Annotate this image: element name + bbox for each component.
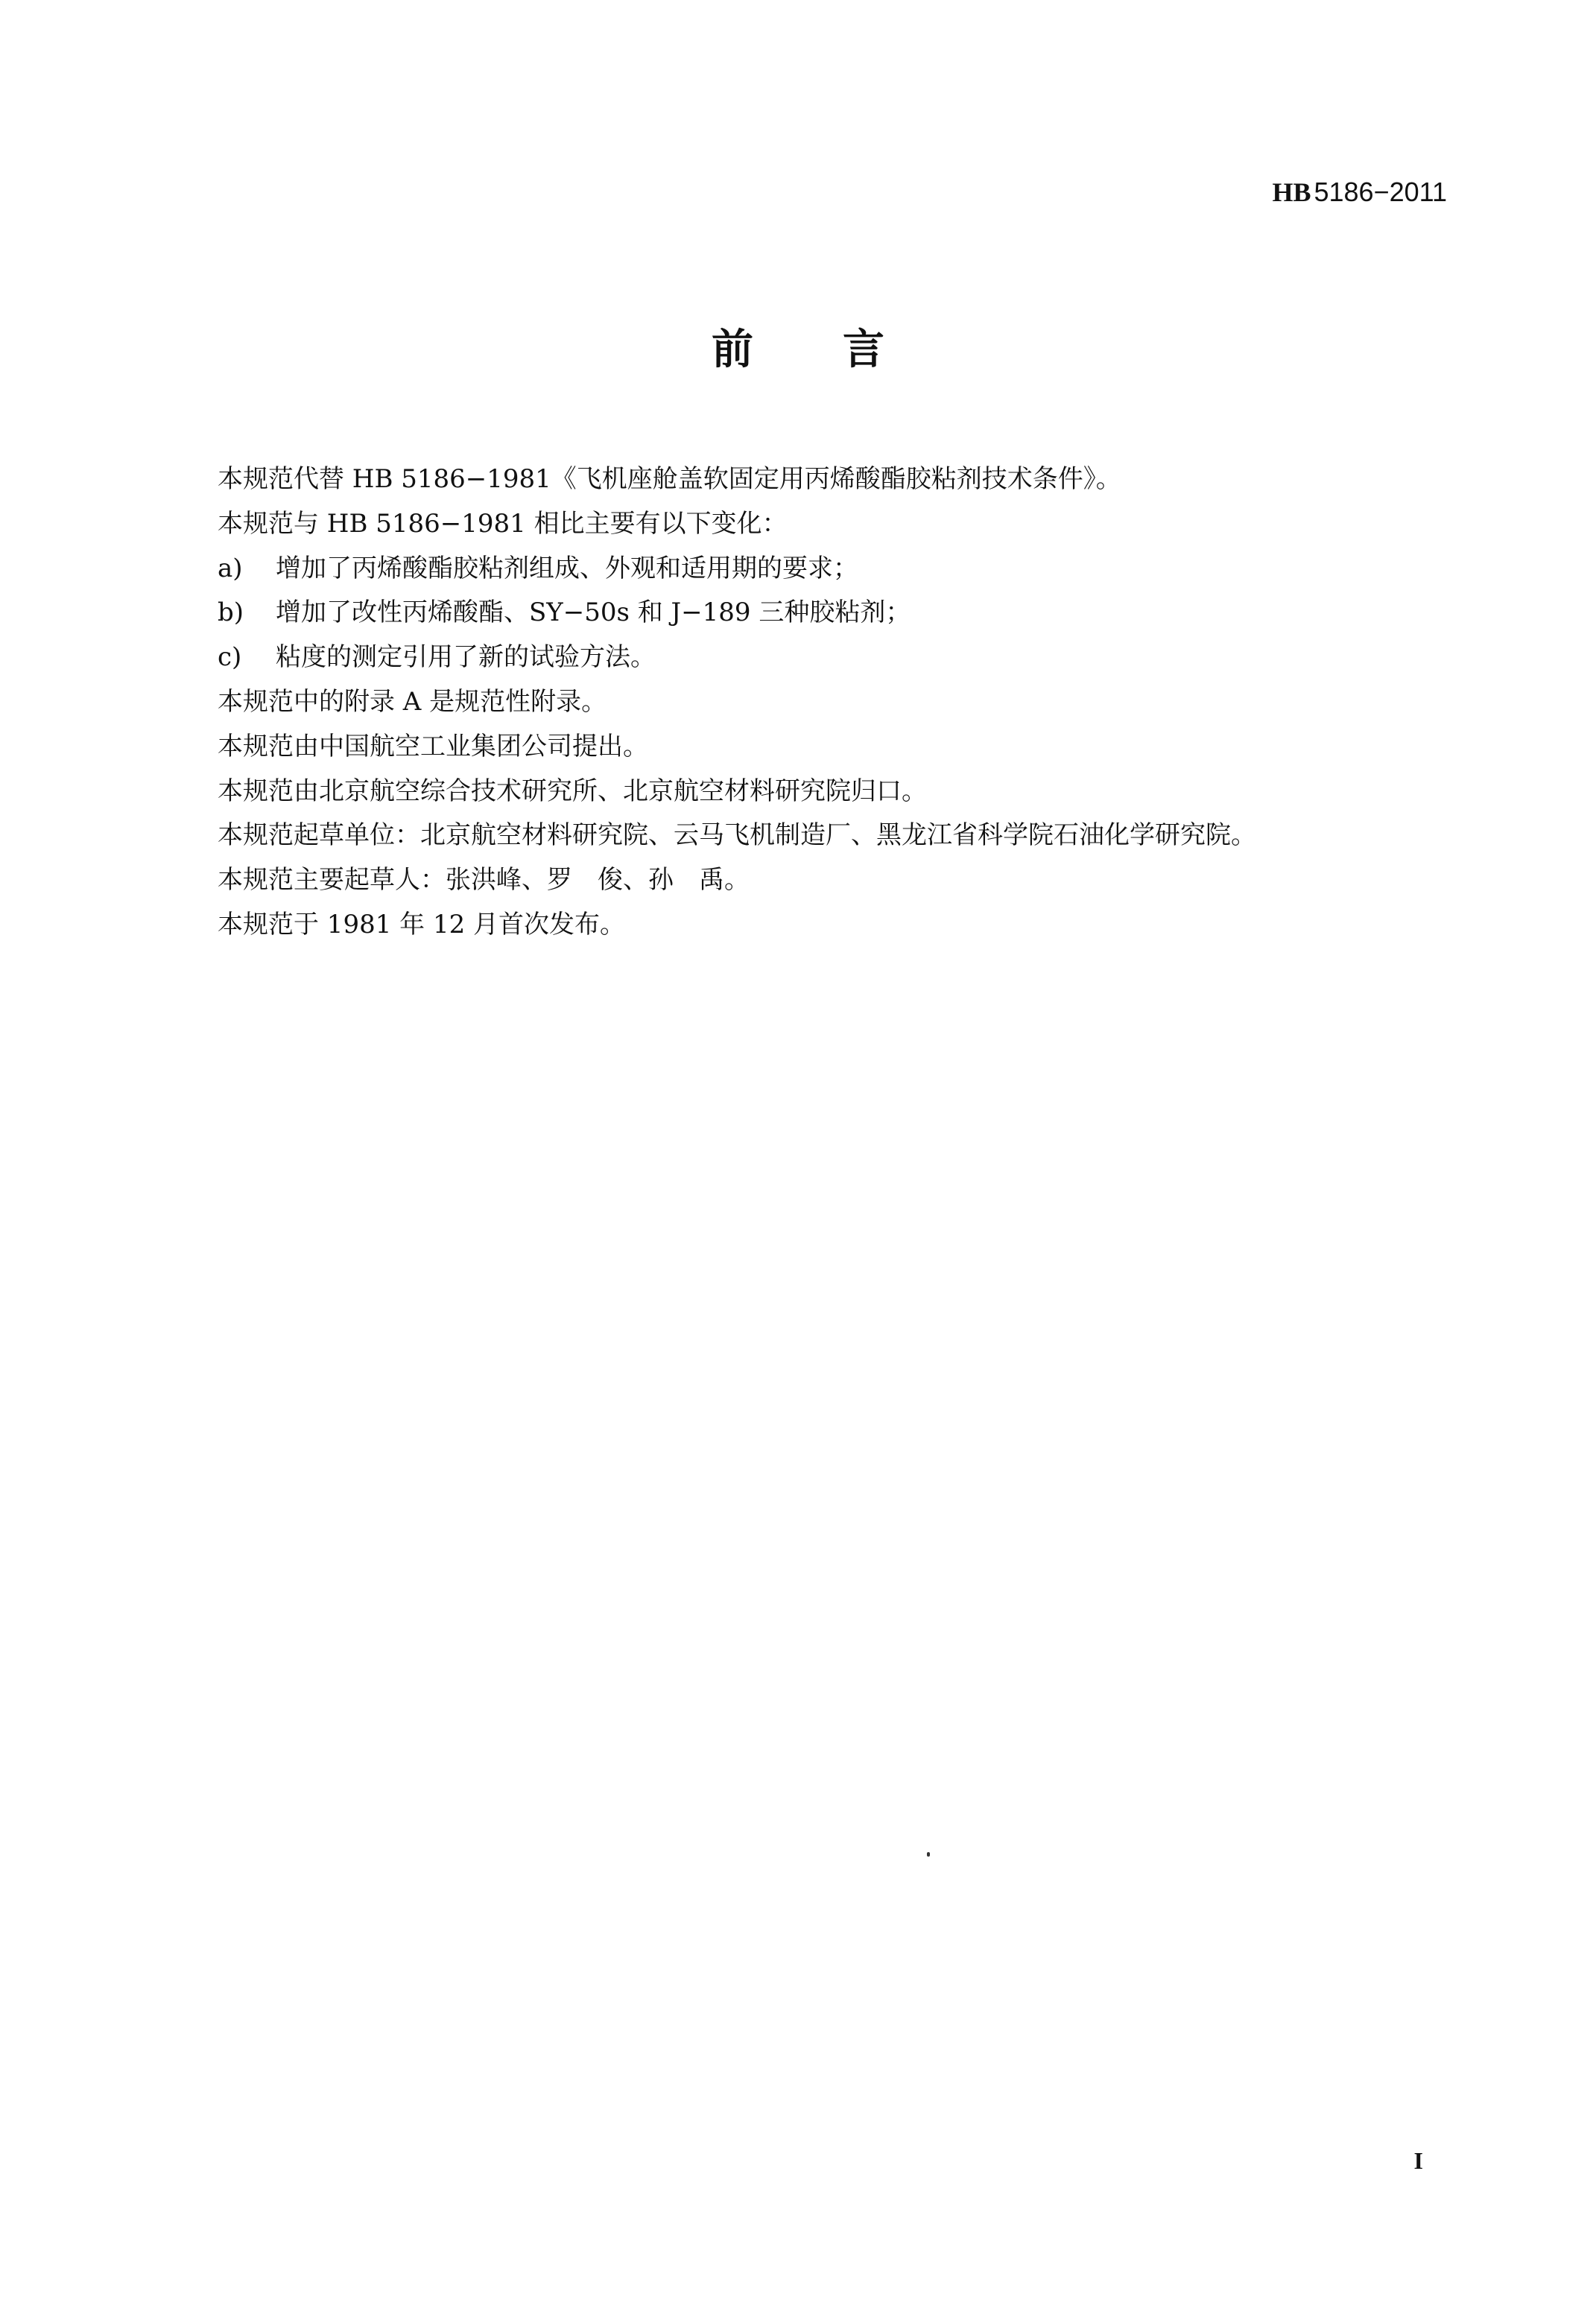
document-code-number: 5186−2011 [1314, 177, 1447, 207]
list-marker: c) [218, 642, 242, 673]
paragraph-replaces: 本规范代替 HB 5186−1981《飞机座舱盖软固定用丙烯酸酯胶粘剂技术条件》。 [218, 464, 1121, 494]
change-list-item [218, 547, 1484, 592]
paragraph-proposer: 本规范由中国航空工业集团公司提出。 [218, 731, 648, 761]
paragraph-drafting-units: 本规范起草单位：北京航空材料研究院、云马飞机制造厂、黑龙江省科学院石油化学研究院。 [218, 820, 1256, 851]
document-code [1272, 176, 1447, 209]
paragraph-drafters: 本规范主要起草人：张洪峰、罗 俊、孙 禹。 [218, 865, 750, 896]
list-marker: b) [218, 598, 244, 628]
paragraph-changes-intro: 本规范与 HB 5186−1981 相比主要有以下变化： [218, 508, 788, 539]
paragraph-appendix: 本规范中的附录 A 是规范性附录。 [218, 686, 607, 717]
paragraph-administrator: 本规范由北京航空综合技术研究所、北京航空材料研究院归口。 [218, 776, 927, 806]
list-marker: a) [218, 553, 243, 583]
page-title: 前言 [712, 326, 974, 374]
document-code-prefix: HB [1272, 177, 1311, 207]
list-item-text: 增加了丙烯酸酯胶粘剂组成、外观和适用期的要求； [276, 553, 858, 583]
list-item-text: 粘度的测定引用了新的试验方法。 [276, 642, 656, 673]
change-list-item [218, 591, 1484, 636]
list-item-text: 增加了改性丙烯酸酯、SY−50s 和 J−189 三种胶粘剂； [276, 598, 911, 628]
scan-speck [927, 1852, 930, 1857]
paragraph-first-issue: 本规范于 1981 年 12 月首次发布。 [218, 909, 626, 939]
page-number: I [1413, 2147, 1423, 2174]
document-body [218, 457, 1484, 948]
change-list-item [218, 636, 1484, 680]
